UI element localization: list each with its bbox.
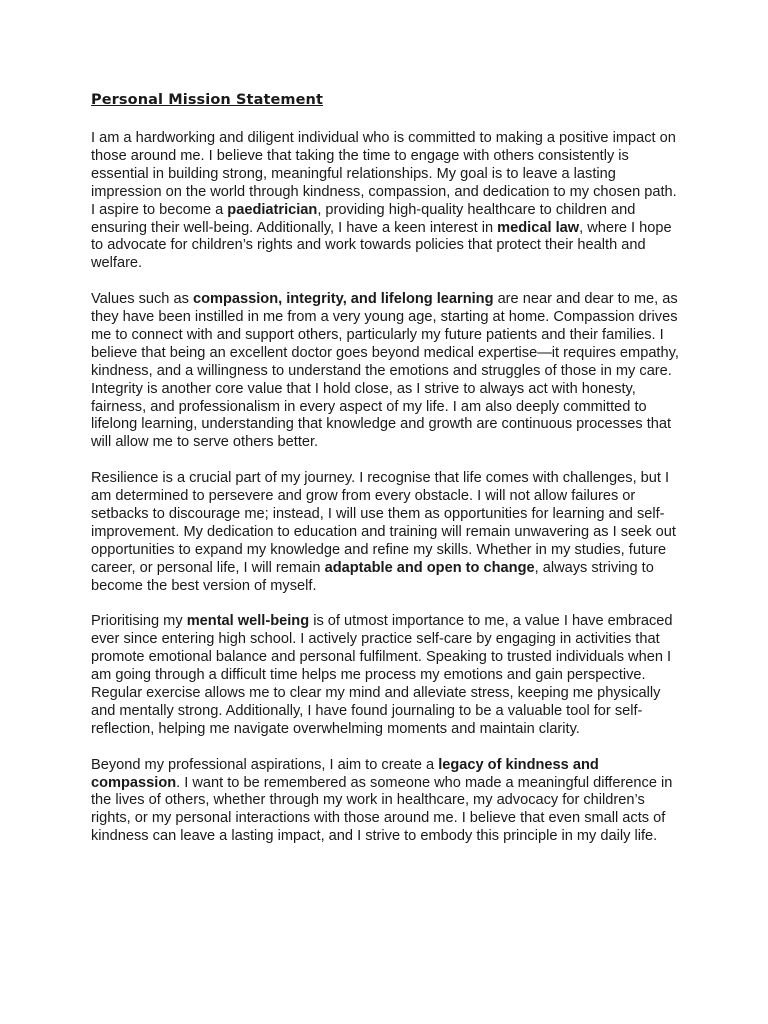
bold-text-run: paediatrician [227,201,318,218]
bold-text-run: mental well-being [186,613,310,630]
text-run: are near and dear to me, as they have been instilled in me from a very young age, starting at home. Compassion drives me to connect with and support others, particularly my future patients and their families. I believe that being an excellent doctor goes beyond medical expertise—it requires empathy, kindness, and a willingness to understand the emotions and struggles of those in my care. Integrity is another core value that I hold close, as I strive to always act with honesty, fairness, and professionalism in every aspect of my life. I am also deeply committed to lifelong learning, understanding that knowledge and growth are continuous processes that will allow me to serve others better. [91,291,679,451]
text-run: I am a hardworking and diligent individual who is committed to making a positive impact on those around me. I believe that taking the time to engage with others consistently is essential in building strong, meaningful relationships. My goal is to leave a lasting impression on the world through kindness, compassion, and dedication to my chosen path. I aspire to become a [91,130,677,218]
paragraph-legacy [91,757,683,847]
bold-text-run: compassion, integrity, and lifelong learning [192,291,494,308]
text-run: Values such as [91,291,193,308]
bold-text-run: adaptable and open to change [324,559,535,576]
bold-text-run: legacy of kindness and compassion [91,756,599,791]
paragraph-values [91,291,683,452]
text-run: Prioritising my [91,613,187,630]
text-run: Beyond my professional aspirations, I aim to create a [91,756,439,773]
document-page [91,88,683,864]
paragraph-resilience [91,470,683,595]
text-run: Resilience is a crucial part of my journey. I recognise that life comes with challenges, but I am determined to persevere and grow from every obstacle. I will not allow failures or setbacks to discourage me; instead, I will use them as opportunities for learning and self-improvement. My dedication to education and training will remain unwavering as I seek out opportunities to expand my knowledge and refine my skills. Whether in my studies, future career, or personal life, I will remain [91,470,676,576]
text-run: , always striving to become the best version of myself. [91,559,654,594]
text-run: , providing high-quality healthcare to children and ensuring their well-being. Additionally, I have a keen interest in [91,201,636,236]
document-title: Personal Mission Statement [91,92,324,108]
text-run: is of utmost importance to me, a value I have embraced ever since entering high school. I actively practice self-care by engaging in activities that promote emotional balance and personal fulfilment. Speaking to trusted individuals when I am going through a difficult time helps me process my emotions and gain perspective. Regular exercise allows me to clear my mind and alleviate stress, keeping me physically and mentally strong. Additionally, I have found journaling to be a valuable tool for self-reflection, helping me navigate overwhelming moments and maintain clarity. [91,613,673,737]
paragraph-wellbeing [91,613,683,738]
bold-text-run: medical law [497,219,580,236]
paragraph-intro [91,130,683,273]
text-run: , where I hope to advocate for children’s rights and work towards policies that protect their health and welfare. [91,219,672,272]
text-run: . I want to be remembered as someone who made a meaningful difference in the lives of others, whether through my work in healthcare, my advocacy for children’s rights, or my personal interactions with those around me. I believe that even small acts of kindness can leave a lasting impact, and I strive to embody this principle in my daily life. [91,774,673,845]
